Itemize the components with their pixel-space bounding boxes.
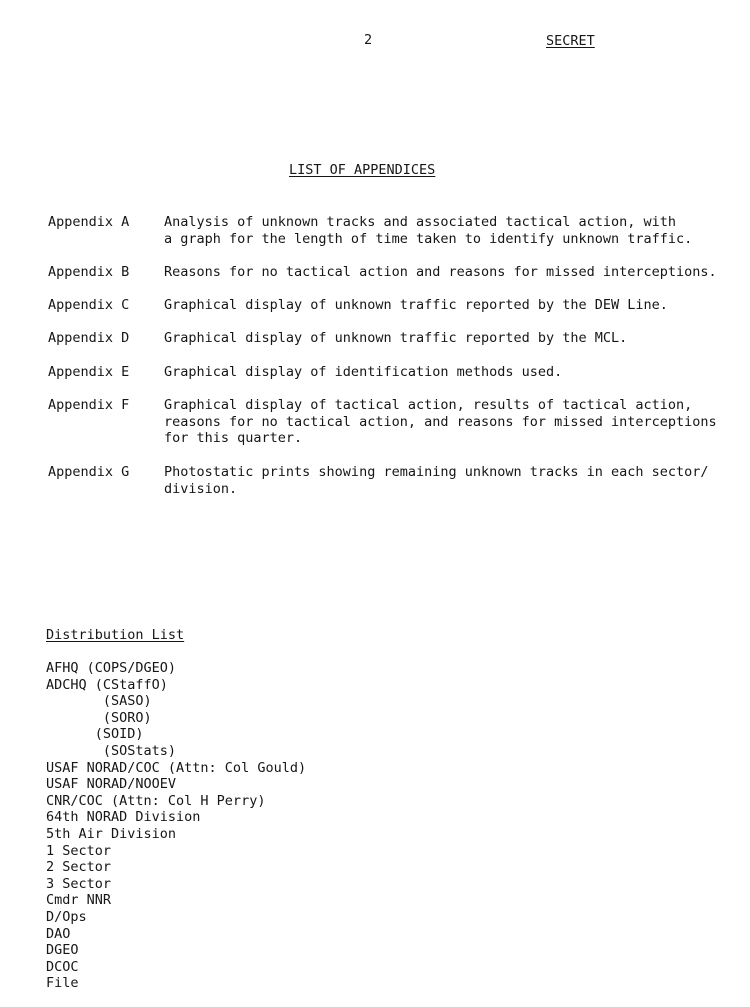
distribution-item: DAO (46, 925, 71, 942)
distribution-item: CNR/COC (Attn: Col H Perry) (46, 792, 266, 809)
distribution-item: 2 Sector (46, 859, 112, 876)
page-number: 2 (364, 32, 373, 48)
description-line: Graphical display of identification methods used. (164, 364, 563, 380)
appendix-label: Appendix D (48, 330, 130, 346)
appendix-description (164, 330, 627, 347)
distribution-item: (SASO) (46, 693, 152, 710)
distribution-item: USAF NORAD/NOOEV (46, 776, 177, 793)
distribution-item: D/Ops (46, 908, 87, 925)
description-line: division. (164, 480, 238, 497)
distribution-item: 3 Sector (46, 875, 112, 892)
description-line: Photostatic prints showing remaining unknown tracks in each sector/ (164, 464, 709, 480)
appendix-description (164, 297, 668, 314)
description-line: Graphical display of unknown traffic reported by the DEW Line. (164, 297, 668, 313)
distribution-item: 64th NORAD Division (46, 809, 201, 826)
appendix-description (164, 364, 562, 381)
appendix-label: Appendix F (48, 397, 130, 413)
appendices-title: LIST OF APPENDICES (289, 162, 436, 178)
classification-marking: SECRET (546, 33, 595, 49)
appendix-label: Appendix E (48, 364, 130, 380)
appendix-description (164, 464, 709, 497)
distribution-item: USAF NORAD/COC (Attn: Col Gould) (46, 759, 307, 776)
appendix-label: Appendix C (48, 297, 130, 313)
distribution-item: (SORO) (46, 709, 152, 726)
distribution-item: 5th Air Division (46, 825, 177, 842)
distribution-item: DGEO (46, 942, 79, 959)
appendix-description (164, 264, 717, 281)
description-line: Analysis of unknown tracks and associated tactical action, with (164, 214, 677, 230)
distribution-item: DCOC (46, 958, 79, 975)
distribution-item: (SOStats) (46, 742, 177, 759)
distribution-list (46, 660, 306, 992)
description-line: Graphical display of unknown traffic reported by the MCL. (164, 330, 628, 346)
distribution-list-title: Distribution List (46, 627, 185, 643)
description-line: a graph for the length of time taken to identify unknown traffic. (164, 230, 693, 247)
description-line: for this quarter. (164, 430, 303, 446)
appendix-description (164, 214, 692, 247)
distribution-item: File (46, 975, 79, 992)
distribution-item: (SOID) (46, 726, 144, 743)
description-line: Graphical display of tactical action, results of tactical action, (164, 397, 693, 413)
appendix-label: Appendix B (48, 264, 130, 280)
distribution-item: ADCHQ (CStaffO) (46, 676, 168, 693)
description-line: reasons for no tactical action, and reasons for missed interceptions (164, 413, 717, 430)
appendix-description (164, 397, 717, 447)
distribution-item: Cmdr NNR (46, 892, 112, 909)
distribution-item: AFHQ (COPS/DGEO) (46, 660, 177, 676)
distribution-item: 1 Sector (46, 842, 112, 859)
appendix-label: Appendix A (48, 214, 130, 230)
appendix-label: Appendix G (48, 464, 130, 480)
description-line: Reasons for no tactical action and reasons for missed interceptions. (164, 264, 717, 280)
